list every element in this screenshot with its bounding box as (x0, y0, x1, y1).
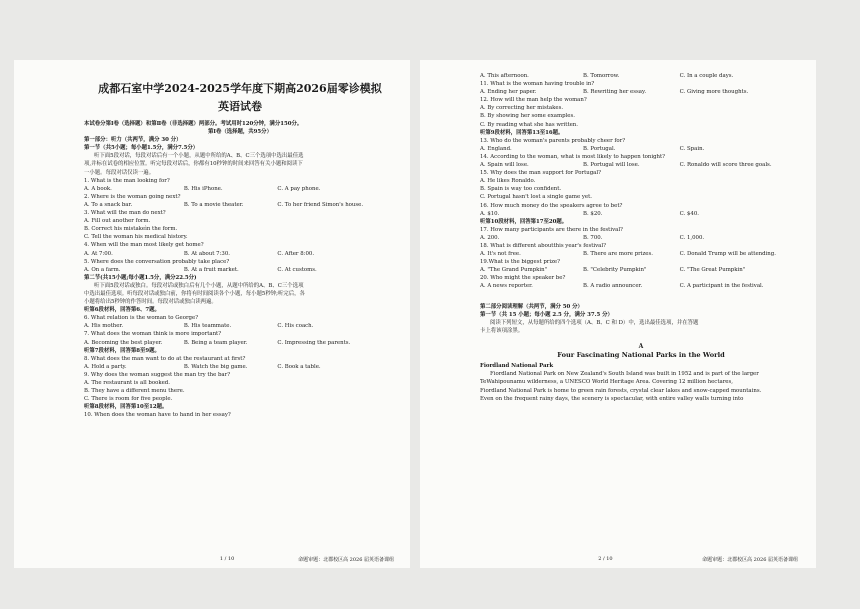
option: C. A pay phone. (277, 185, 321, 192)
option: C. Book a table. (277, 363, 321, 370)
option: A. 200. (480, 234, 500, 241)
option: C. At customs. (277, 266, 317, 273)
option: C. "The Great Pumpkin" (679, 267, 746, 274)
question: 20. Who might the speaker be? (480, 275, 566, 282)
option: A. He likes Ronaldo. (480, 178, 536, 185)
question: 15. Why does the man support for Portugal? (480, 170, 601, 177)
question: 18. What is different aboutthis year's festival? (480, 242, 607, 249)
option: B. Portugal. (583, 145, 616, 152)
exam-page-right (420, 60, 816, 568)
option: B. Correct his mistakeìn the form. (84, 226, 178, 233)
option: B. Tomorrow. (583, 73, 620, 79)
option: B. His teammate. (183, 323, 232, 330)
question: 14. According to the woman, what is most likely to happen tonight? (480, 153, 666, 160)
question-options (84, 322, 396, 330)
question-options (84, 339, 396, 347)
option: C. 1,000. (679, 234, 705, 241)
option: B. To a movie theater. (183, 201, 244, 208)
exam-subtitle: 英语试卷 (218, 100, 262, 113)
question: 8. What does the man want to do at the restaurant at first? (84, 355, 246, 362)
question: 6. What relation is the woman to George? (84, 315, 199, 322)
option: B. Spain is way too confident. (480, 186, 562, 193)
question: 12. How will the man help the woman? (480, 97, 587, 104)
question: 3. What will the man do next? (84, 210, 166, 217)
question: 10. When does the woman have to hand in her essay? (84, 412, 231, 419)
passage-line: Fiordland National Park on New Zealand's South Island was built in 1952 and is part of the larger (490, 371, 759, 377)
section1-instructions: 听下面5段对话，每段对话后有一个小题，从题中所给的A、B、C三个选项中选出最佳选 (94, 153, 304, 160)
option: A. A book. (84, 185, 112, 192)
part1-heading: 第一部分：听力（共两节，满分 30 分） (84, 137, 182, 144)
question-options (480, 145, 802, 153)
footer-note: 命题审题：北郡校区高 2026 届英语备课组 (702, 557, 798, 563)
question: 9. Why does the woman suggest the man try the bar? (84, 371, 231, 378)
option: B. Rewriting her essay. (583, 89, 647, 96)
option: A. Hold a party. (84, 363, 127, 370)
page-number: 2 / 10 (598, 556, 613, 562)
section2-instructions: 小题将给出5秒钟的作答时间。每段对话或独白读两遍。 (84, 299, 217, 306)
reading-instructions: 卡上将该项涂黑。 (480, 327, 524, 334)
option: B. There are more prizes. (583, 251, 653, 258)
question-options (84, 363, 396, 371)
section1-heading: 第一节（共5小题；每小题1.5分，满分7.5分） (84, 145, 199, 152)
footer-note: 命题审题：北郡校区高 2026 届英语备课组 (298, 557, 394, 563)
option: A. England. (480, 145, 512, 152)
page-number: 1 / 10 (219, 556, 235, 562)
option: A. Fill out another form. (84, 218, 151, 225)
reading-instructions: 阅读下列短文，从每题所给的四个选项（A、B、C 和 D）中，选出最佳选项，并在答题 (490, 319, 699, 326)
question: 13. Who do the woman's parents probably cheer for? (480, 137, 626, 144)
exam-title: 成都石室中学2024-2025学年度下期高2026届零诊模拟 (98, 82, 382, 95)
option: C. After 8:00. (277, 250, 315, 257)
listening-prompt: 听第9段材料，回答第13至16题。 (480, 129, 564, 136)
question: 17. How many participants are there in the festival? (480, 226, 623, 233)
option: C. $40. (679, 210, 699, 217)
option: B. Watch the big game. (183, 363, 248, 370)
option: B. His iPhone. (183, 185, 223, 192)
question: 19.What is the biggest prize? (480, 259, 561, 266)
listening-prompt: 听第8段材料，回答第10至12题。 (84, 404, 168, 411)
option: C. By reading what she has written. (480, 121, 578, 128)
option: C. In a couple days. (679, 73, 734, 79)
question-options (480, 266, 802, 274)
option: B. At a fruit market. (183, 266, 239, 273)
listening-prompt: 听第6段材料，回答第6、7题。 (84, 307, 160, 314)
reading-section-heading: 第一节（共 15 小题；每小题 2.5 分，满分 37.5 分） (480, 311, 613, 318)
question-options (480, 234, 802, 242)
option: B. A radio announcer. (583, 283, 643, 290)
section2-instructions: 听下面5段对话或独白。每段对话或独白后有几个小题，从题中所给的A、B、C三个选项 (94, 282, 304, 289)
exam-page-left (14, 60, 410, 568)
passage-line: Even on the frequent rainy days, the scenery is spectacular, with entire valley walls turning into (480, 395, 744, 402)
option: C. A participant in the festival. (679, 283, 764, 290)
option: C. Tell the woman his medical history. (84, 234, 188, 241)
option: C. Spain. (679, 145, 705, 152)
listening-prompt: 听第7段材料，回答第8至9题。 (84, 347, 160, 354)
volume-heading: 第Ⅰ卷（选择题，共95分） (208, 129, 272, 136)
option: C. Ronaldo will score three goals. (679, 162, 772, 169)
question-options (84, 185, 396, 193)
part2-heading: 第二部分阅读理解（共两节，满分 50 分） (480, 303, 583, 310)
question-options (84, 266, 396, 274)
exam-intro: 本试卷分第Ⅰ卷（选择题）和第Ⅱ卷（非选择题）两部分。考试用时120分钟，满分150分。 (84, 121, 303, 127)
question: 16. How much money do the speakers agree to bet? (480, 202, 623, 209)
section2-instructions: 中选出最佳选项。听每段对话或独白前，你将有时间阅读各个小题，每小题5秒钟;听完后，各 (84, 290, 305, 297)
option: B. 700. (583, 234, 603, 241)
section1-instructions: 一小题。每段对话仅读一遍。 (84, 169, 155, 176)
question-options (480, 72, 802, 80)
option: B. $20. (583, 210, 603, 217)
option: A. "The Grand Pumpkin" (480, 267, 548, 274)
passage-line: TeWahipounamu wilderness, a UNESCO World Heritage Area. Covering 12 million hectares, (480, 379, 733, 386)
section2-heading: 第二节(共15小题;每小题1.5分，满分22.5分) (84, 274, 197, 281)
option: A. $10. (480, 210, 500, 217)
option: A. A news reporter. (480, 283, 533, 290)
option: A. Ending her paper. (480, 89, 537, 96)
option: A. This afternoon. (480, 73, 529, 79)
option: B. By showing her some examples. (480, 113, 575, 120)
option: B. They have a different menu there. (84, 388, 185, 395)
option: A. His mother. (84, 323, 124, 330)
option: B. At about 7:30. (183, 250, 230, 257)
option: A. The restaurant is all booked. (84, 380, 170, 386)
option: C. His coach. (277, 323, 314, 330)
question-options (84, 201, 396, 209)
option: A. It's not free. (480, 251, 521, 258)
option: C. To her friend Simon's house. (277, 201, 364, 208)
question-options (480, 88, 802, 96)
section1-instructions: 项,并标在试卷的相应位置。听完每段对话后，你都有10秒钟的时间来回答有关小题和阅读下 (84, 161, 303, 168)
option: C. Giving more thoughts. (679, 89, 749, 96)
option: A. Becoming the best player. (84, 339, 163, 346)
passage-letter: A (638, 342, 644, 350)
question: 2. Where is the woman going next? (84, 193, 181, 200)
question: 4. When will the man most likely get home? (84, 242, 204, 249)
option: C. Impressing the parents. (277, 339, 351, 346)
question-options (480, 161, 802, 169)
option: A. At 7:00. (84, 250, 113, 257)
question-options (480, 210, 802, 218)
option: A. On a farm. (84, 266, 121, 273)
question-options (84, 250, 396, 258)
option: A. Spain will lose. (480, 162, 529, 169)
listening-prompt: 听第10段材料，回答第17至20题。 (480, 218, 568, 225)
option: B. Being a team player. (183, 339, 248, 346)
question: 7. What does the woman think is more important? (84, 331, 222, 338)
question: 5. Where does the conversation probably take place? (84, 258, 230, 265)
option: C. Portugal hasn't lost a single game yet. (480, 194, 592, 201)
question-options (480, 282, 802, 290)
option: C. Donald Trump will be attending. (679, 251, 776, 258)
question: 1. What is the man looking for? (84, 177, 170, 184)
passage-title: Four Fascinating National Parks in the World (557, 350, 725, 359)
option: B. "Celebrity Pumpkin" (583, 267, 647, 274)
question-options (480, 250, 802, 258)
option: C. There is room for five people. (84, 396, 173, 403)
option: A. To a snack bar. (84, 201, 133, 208)
option: A. By correcting her mistakes. (480, 105, 564, 112)
question: 11. What is the woman having trouble in? (480, 81, 595, 88)
option: B. Portugal will lose. (583, 162, 640, 169)
passage-line: Fiordland National Park is home to green rain forests, crystal clear lakes and snow-capped mountains. (480, 387, 762, 394)
park-heading: Fiordland National Park (480, 362, 554, 369)
